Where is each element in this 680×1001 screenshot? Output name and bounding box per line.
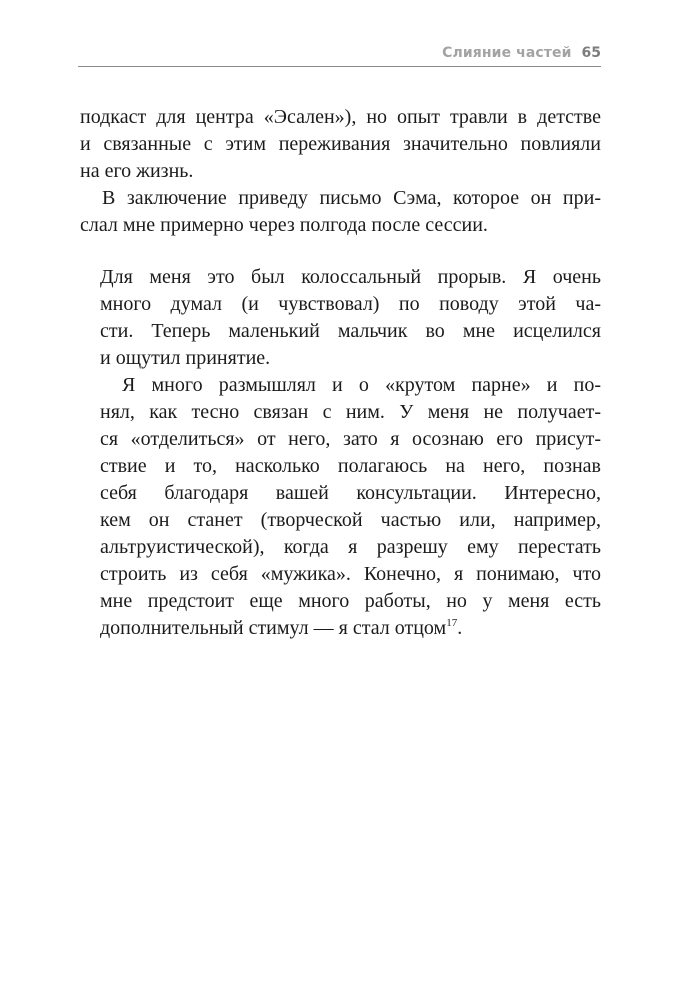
letter-line: и ощутил принятие.: [100, 347, 271, 369]
letter-line: нял, как тесно связан с ним. У меня не получает-: [100, 401, 601, 423]
letter-line: Я много размышлял и о «крутом парне» и по-: [122, 374, 601, 396]
letter-line: ствие и то, насколько полагаюсь на него, познав: [100, 455, 601, 477]
letter-line: кем он станет (творческой частью или, например,: [100, 509, 601, 531]
running-header: [78, 44, 601, 67]
text-line: на его жизнь.: [80, 160, 194, 182]
letter-line: Для меня это был колоссальный прорыв. Я очень: [100, 266, 601, 288]
letter-line: много думал (и чувствовал) по поводу этой ча-: [100, 293, 601, 315]
letter-line-last: дополнительный стимул — я стал отцом$^{17}$.: [100, 617, 463, 639]
letter-line: альтруистической), когда я разрешу ему перестать: [100, 536, 601, 558]
letter-line: сти. Теперь маленький мальчик во мне исцелился: [100, 320, 601, 342]
chapter-title: Слияние частей: [442, 45, 572, 61]
text-line: подкаст для центра «Эсален»), но опыт травли в детстве: [80, 106, 601, 128]
quoted-letter: [100, 264, 601, 642]
text-line: В заключение приведу письмо Сэма, которое он при-: [102, 187, 601, 209]
letter-line: мне предстоит еще много работы, но у меня есть: [100, 590, 601, 612]
letter-line: себя благодаря вашей консультации. Интересно,: [100, 482, 601, 504]
main-text: [80, 104, 601, 239]
text-line: и связанные с этим переживания значительно повлияли: [80, 133, 601, 155]
letter-line: строить из себя «мужика». Конечно, я понимаю, что: [100, 563, 601, 585]
page-number: 65: [581, 45, 601, 61]
letter-line: ся «отделиться» от него, зато я осознаю его присут-: [100, 428, 601, 450]
letter-line-text: дополнительный стимул — я стал отцом: [100, 617, 447, 639]
footnote-marker[interactable]: 17: [446, 617, 458, 629]
text-line: слал мне примерно через полгода после сессии.: [80, 214, 488, 236]
